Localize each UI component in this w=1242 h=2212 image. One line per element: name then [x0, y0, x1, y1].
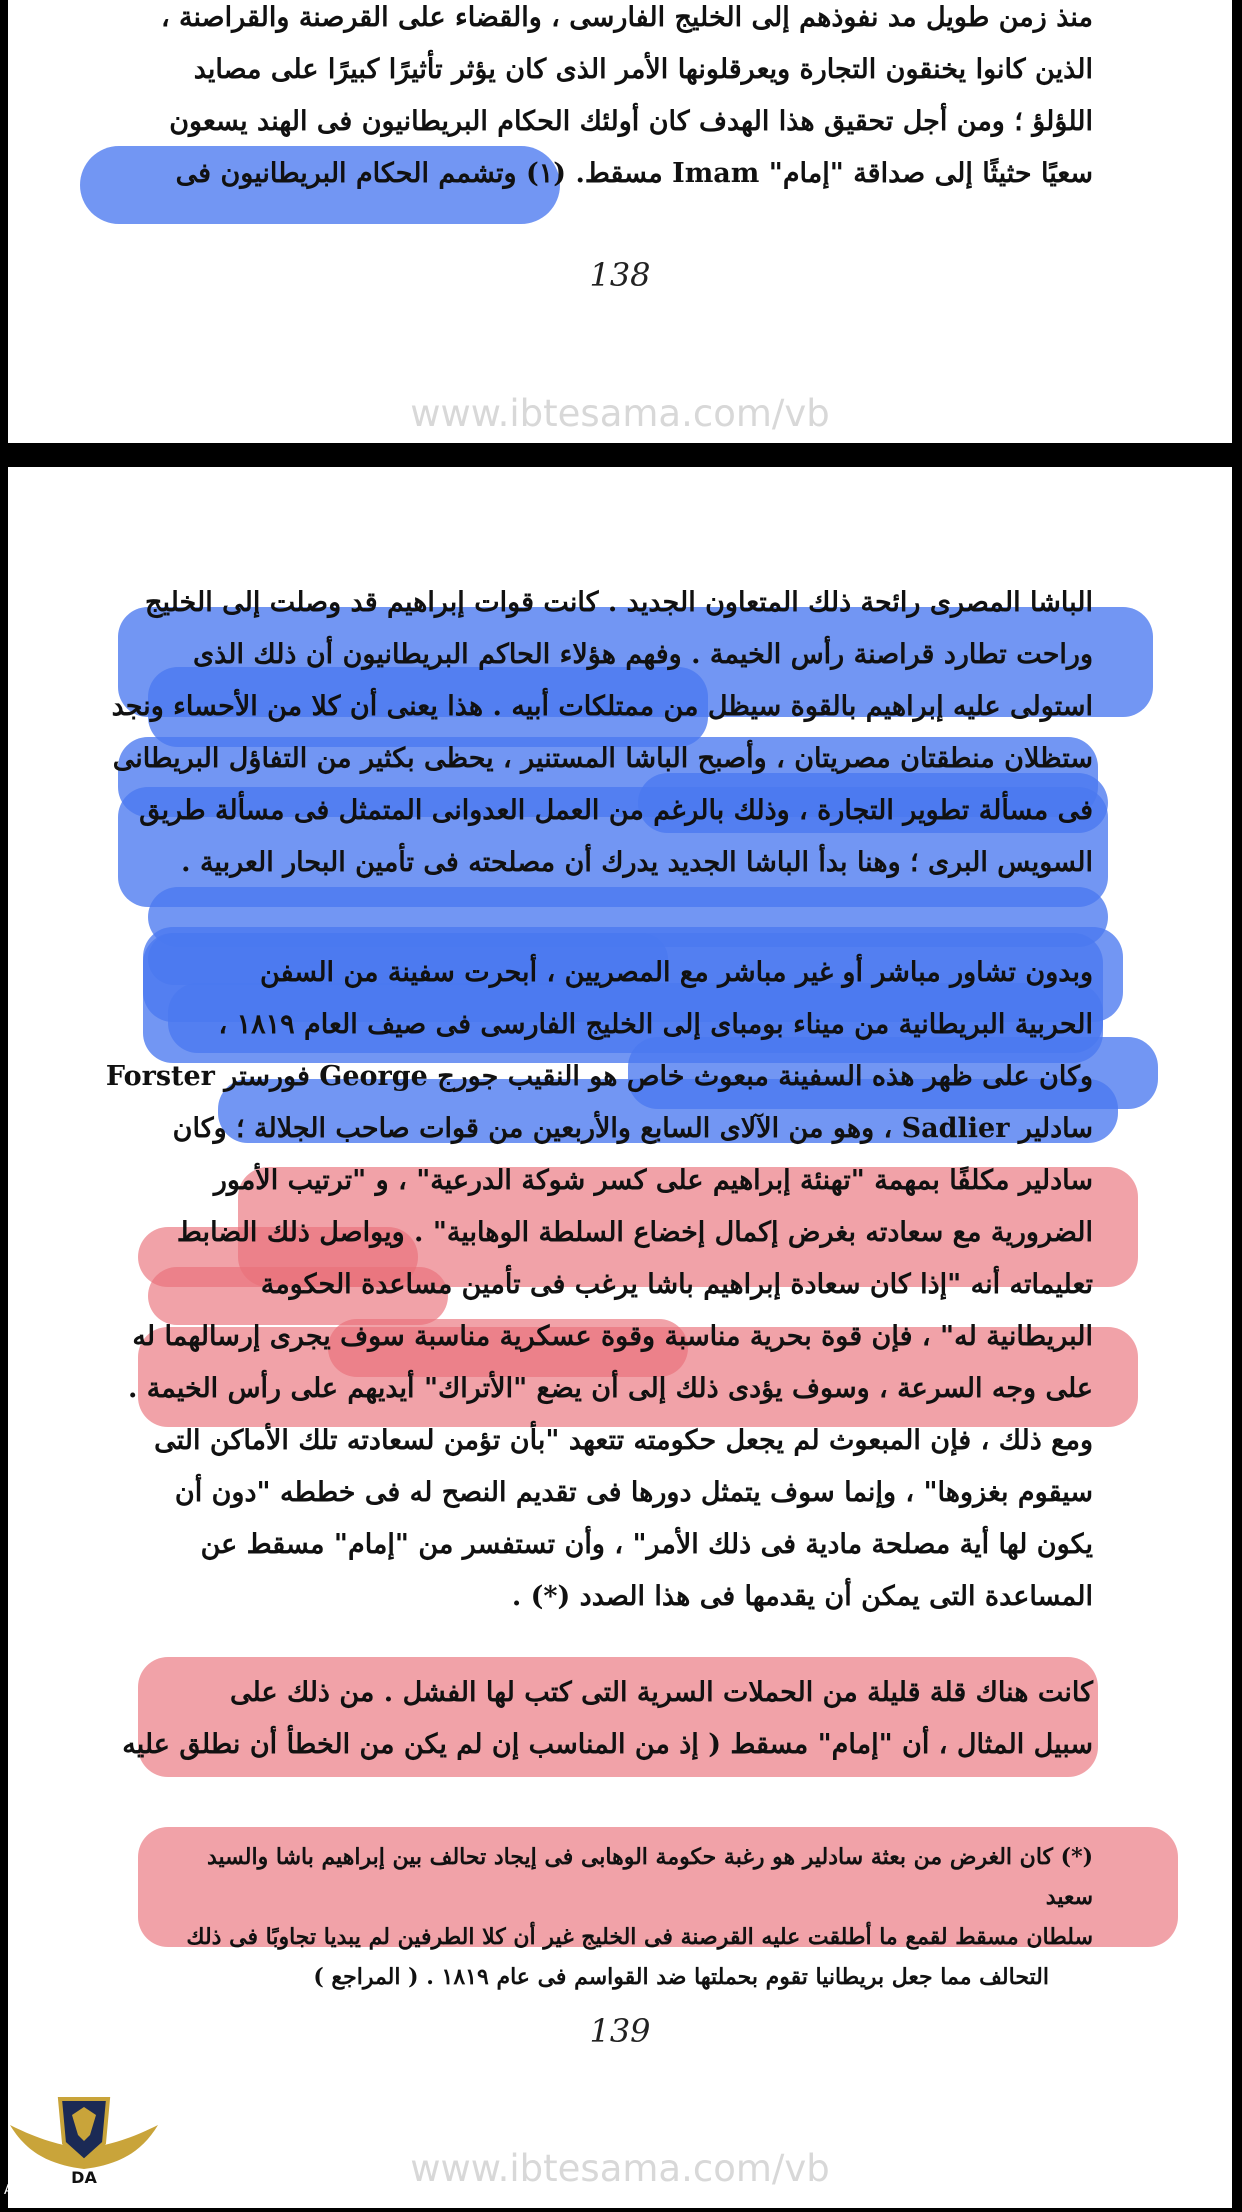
- logo-name: ARAB DEFENSE FORUM: [3, 2183, 165, 2198]
- text-line: السويس البرى ؛ وهنا بدأ الباشا الجديد يدرك أن مصلحته فى تأمين البحار العربية .: [181, 847, 1093, 878]
- text-line: وراحت تطارد قراصنة رأس الخيمة . وفهم هؤلاء الحاكم البريطانيون أن ذلك الذى: [193, 639, 1093, 670]
- text-line: سادلير Sadlier ، وهو من الآلاى السابع والأربعين من قوات صاحب الجلالة ؛ وكان: [172, 1113, 1093, 1144]
- page-number: 138: [589, 256, 651, 294]
- text-line: ستظلان منطقتان مصريتان ، وأصبح الباشا المستنير ، يحظى بكثير من التفاؤل البريطانى: [112, 743, 1093, 774]
- footnote-line: سلطان مسقط لقمع ما أطلقت عليه القرصنة فى الخليج غير أن كلا الطرفين لم يبديا تجاوبًا فى ذلك: [186, 1924, 1093, 1950]
- text-line: منذ زمن طويل مد نفوذهم إلى الخليج الفارسى ، والقضاء على القرصنة والقراصنة ،: [160, 2, 1093, 33]
- text-line: استولى عليه إبراهيم بالقوة سيظل من ممتلكات أبيه . هذا يعنى أن كلا من الأحساء ونجد: [111, 691, 1093, 722]
- text-line: الضرورية مع سعادته بغرض إكمال إخضاع السلطة الوهابية" . ويواصل ذلك الضابط: [176, 1217, 1093, 1248]
- paragraph-2: [105, 947, 1093, 1623]
- paragraph-1: [111, 577, 1093, 889]
- footnote-line: (*) كان الغرض من بعثة سادلير هو رغبة حكومة الوهابى فى إيجاد تحالف بين إبراهيم باشا والسيد سعيد: [206, 1844, 1093, 1910]
- text-line: المساعدة التى يمكن أن يقدمها فى هذا الصدد (*) .: [511, 1581, 1093, 1612]
- text-line: الذين كانوا يخنقون التجارة ويعرقلونها الأمر الذى كان يؤثر تأثيرًا كبيرًا على مصايد: [193, 54, 1093, 85]
- footnote-line: التحالف مما جعل بريطانيا تقوم بحملتها ضد القواسم فى عام ١٨١٩ . ( المراجع ): [313, 1964, 1049, 1990]
- watermark: www.ibtesama.com/vb: [410, 2147, 830, 2190]
- page-139: [8, 467, 1232, 2208]
- text-line: ومع ذلك ، فإن المبعوث لم يجعل حكومته تتعهد "بأن تؤمن لسعادته تلك الأماكن التى: [154, 1425, 1093, 1456]
- footnote: [153, 1837, 1093, 1997]
- paragraph-3: [122, 1667, 1093, 1771]
- text-line: تعليماته أنه "إذا كان سعادة إبراهيم باشا يرغب فى تأمين مساعدة الحكومة: [260, 1269, 1093, 1300]
- watermark: www.ibtesama.com/vb: [410, 392, 830, 435]
- text-line: وكان على ظهر هذه السفينة مبعوث خاص هو النقيب جورج George فورستر Forster: [105, 1061, 1093, 1092]
- text-line: اللؤلؤ ؛ ومن أجل تحقيق هذا الهدف كان أولئك الحكام البريطانيون فى الهند يسعون: [169, 106, 1093, 137]
- text-line: يكون لها أية مصلحة مادية فى ذلك الأمر" ، وأن تستفسر من "إمام" مسقط عن: [200, 1529, 1093, 1560]
- text-line: الباشا المصرى رائحة ذلك المتعاون الجديد . كانت قوات إبراهيم قد وصلت إلى الخليج: [145, 587, 1093, 618]
- text-line: سادلير مكلفًا بمهمة "تهنئة إبراهيم على كسر شوكة الدرعية" ، و "ترتيب الأمور: [213, 1165, 1093, 1196]
- text-line: الحربية البريطانية من ميناء بومباى إلى الخليج الفارسى فى صيف العام ١٨١٩ ،: [218, 1009, 1093, 1040]
- text-line: على وجه السرعة ، وسوف يؤدى ذلك إلى أن يضع "الأتراك" أيديهم على رأس الخيمة .: [127, 1373, 1093, 1404]
- page-138: [8, 0, 1232, 443]
- text-line: سعيًا حثيثًا إلى صداقة "إمام" Imam مسقط. (١) وتشمم الحكام البريطانيون فى: [175, 158, 1093, 189]
- text-line: سيقوم بغزوها" ، وإنما سوف يتمثل دورها فى تقديم النصح له فى خططه "دون أن: [174, 1477, 1093, 1508]
- text-line: وبدون تشاور مباشر أو غير مباشر مع المصريين ، أبحرت سفينة من السفن: [260, 957, 1093, 988]
- logo-abbr: DA: [71, 2168, 97, 2187]
- page-138-text: [153, 0, 1093, 200]
- text-line: البريطانية له" ، فإن قوة بحرية مناسبة وقوة عسكرية مناسبة سوف يجرى إرسالهما له: [132, 1321, 1093, 1352]
- text-line: كانت هناك قلة قليلة من الحملات السرية التى كتب لها الفشل . من ذلك على: [230, 1677, 1093, 1708]
- page-number: 139: [589, 2012, 651, 2050]
- text-line: سبيل المثال ، أن "إمام" مسقط ( إذ من المناسب إن لم يكن من الخطأ أن نطلق عليه: [122, 1729, 1093, 1760]
- text-line: فى مسألة تطوير التجارة ، وذلك بالرغم من العمل العدوانى المتمثل فى مسألة طريق: [139, 795, 1093, 826]
